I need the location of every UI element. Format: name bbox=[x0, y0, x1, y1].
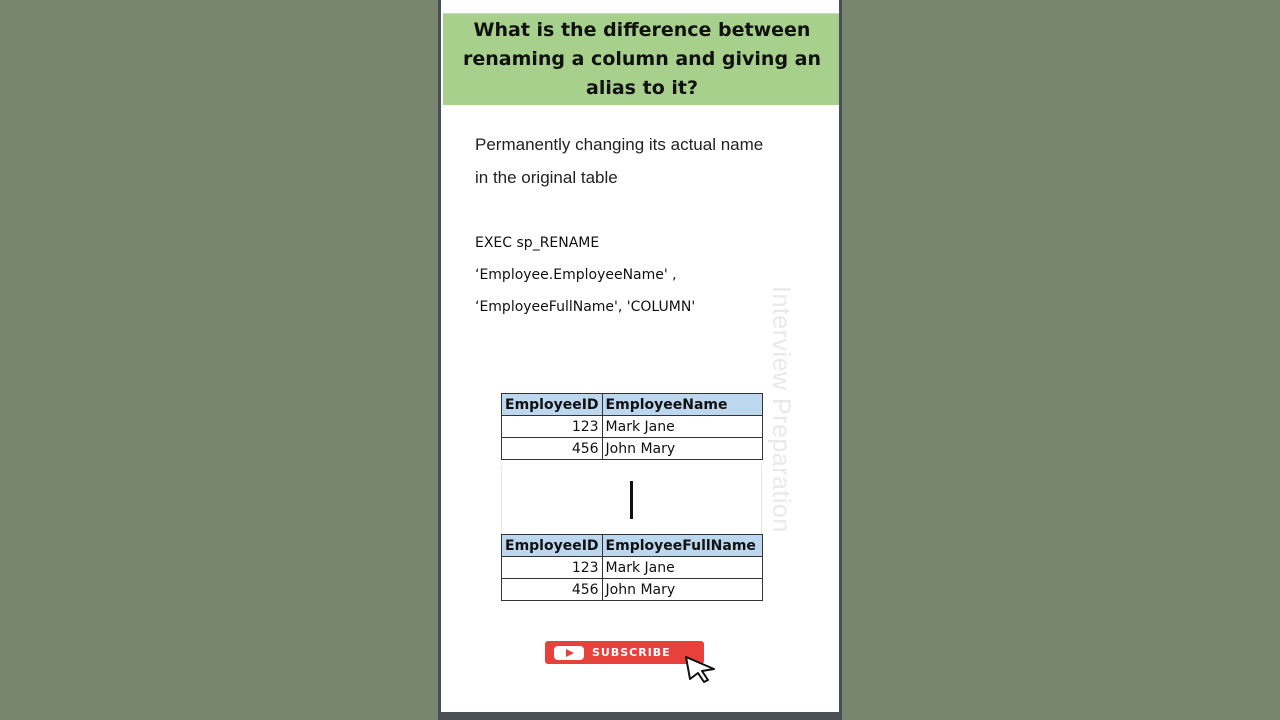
table-after-rename bbox=[501, 534, 763, 601]
table-row bbox=[502, 416, 763, 438]
description-line: in the original table bbox=[475, 168, 618, 187]
column-header: EmployeeFullName bbox=[602, 535, 762, 557]
right-background bbox=[842, 0, 1280, 720]
table-cell: 123 bbox=[502, 416, 603, 438]
youtube-play-icon bbox=[554, 646, 584, 660]
title-banner bbox=[443, 13, 841, 105]
table-cell: John Mary bbox=[602, 579, 762, 601]
table-cell: 123 bbox=[502, 557, 603, 579]
code-line: EXEC sp_RENAME bbox=[475, 235, 600, 251]
pointer-cursor-icon bbox=[684, 655, 718, 683]
content-card bbox=[438, 0, 842, 720]
code-line: ‘Employee.EmployeeName' , bbox=[475, 267, 677, 283]
table-header-row bbox=[502, 535, 763, 557]
question-title: What is the difference between renaming a column and giving an alias to it? bbox=[462, 19, 822, 99]
table-before-rename bbox=[501, 393, 763, 460]
subscribe-label: SUBSCRIBE bbox=[592, 646, 671, 659]
subscribe-button[interactable] bbox=[545, 641, 704, 664]
description bbox=[475, 128, 815, 194]
table-header-row bbox=[502, 394, 763, 416]
column-header: EmployeeID bbox=[502, 394, 603, 416]
table-row bbox=[502, 557, 763, 579]
table-cell: Mark Jane bbox=[602, 416, 762, 438]
code-line: ‘EmployeeFullName', 'COLUMN' bbox=[475, 299, 696, 315]
column-header: EmployeeID bbox=[502, 535, 603, 557]
table-cell: 456 bbox=[502, 438, 603, 460]
down-arrow-icon bbox=[630, 481, 633, 519]
table-cell: 456 bbox=[502, 579, 603, 601]
sql-code bbox=[475, 227, 815, 323]
table-cell: Mark Jane bbox=[602, 557, 762, 579]
table-row bbox=[502, 579, 763, 601]
left-background bbox=[0, 0, 438, 720]
table-cell: John Mary bbox=[602, 438, 762, 460]
description-line: Permanently changing its actual name bbox=[475, 135, 764, 154]
column-header: EmployeeName bbox=[602, 394, 762, 416]
table-row bbox=[502, 438, 763, 460]
watermark: Interview Preparation bbox=[767, 286, 795, 533]
